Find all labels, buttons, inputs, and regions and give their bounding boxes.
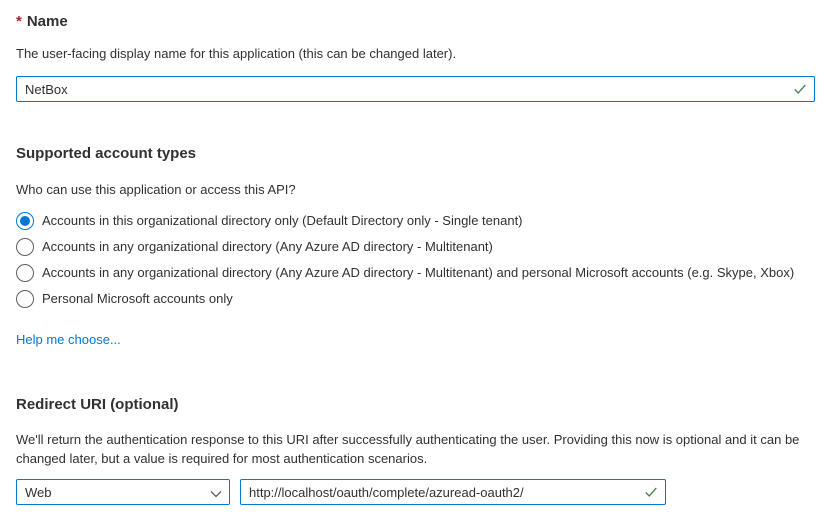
radio-label: Personal Microsoft accounts only [42,291,233,306]
name-field-description: The user-facing display name for this application (this can be changed later). [16,46,457,61]
app-name-input[interactable] [16,76,815,102]
radio-button-icon [16,212,34,230]
account-types-question: Who can use this application or access this API? [16,182,296,197]
redirect-uri-input-container [240,479,666,505]
radio-label: Accounts in this organizational directory only (Default Directory only - Single tenant) [42,213,523,228]
account-types-heading: Supported account types [16,145,197,162]
radio-personal-only[interactable] [16,286,815,312]
name-input-container [16,76,815,102]
redirect-uri-row [16,479,815,505]
radio-button-icon [16,238,34,256]
help-me-choose-link[interactable]: Help me choose... [16,332,121,347]
platform-select[interactable] [16,479,230,505]
radio-multitenant[interactable] [16,234,815,260]
name-field-label [16,12,815,32]
redirect-uri-description: We'll return the authentication response to this URI after successfully authenticating the user. Providing this now is optional and it can be changed later, but a value is required for most authentication scenarios. [16,432,800,466]
radio-button-icon [16,290,34,308]
required-indicator: * [16,13,22,30]
radio-button-icon [16,264,34,282]
radio-multitenant-personal[interactable] [16,260,815,286]
redirect-uri-input[interactable] [240,479,666,505]
chevron-down-icon [210,488,222,503]
radio-single-tenant[interactable] [16,208,815,234]
radio-label: Accounts in any organizational directory (Any Azure AD directory - Multitenant) [42,239,493,254]
account-types-radio-group [16,208,815,312]
name-label-text: Name [26,13,68,30]
platform-select-value: Web [25,484,52,500]
redirect-uri-heading: Redirect URI (optional) [16,396,179,413]
radio-label: Accounts in any organizational directory (Any Azure AD directory - Multitenant) and personal Microsoft accounts (e.g. Skype, Xbox) [42,265,795,280]
